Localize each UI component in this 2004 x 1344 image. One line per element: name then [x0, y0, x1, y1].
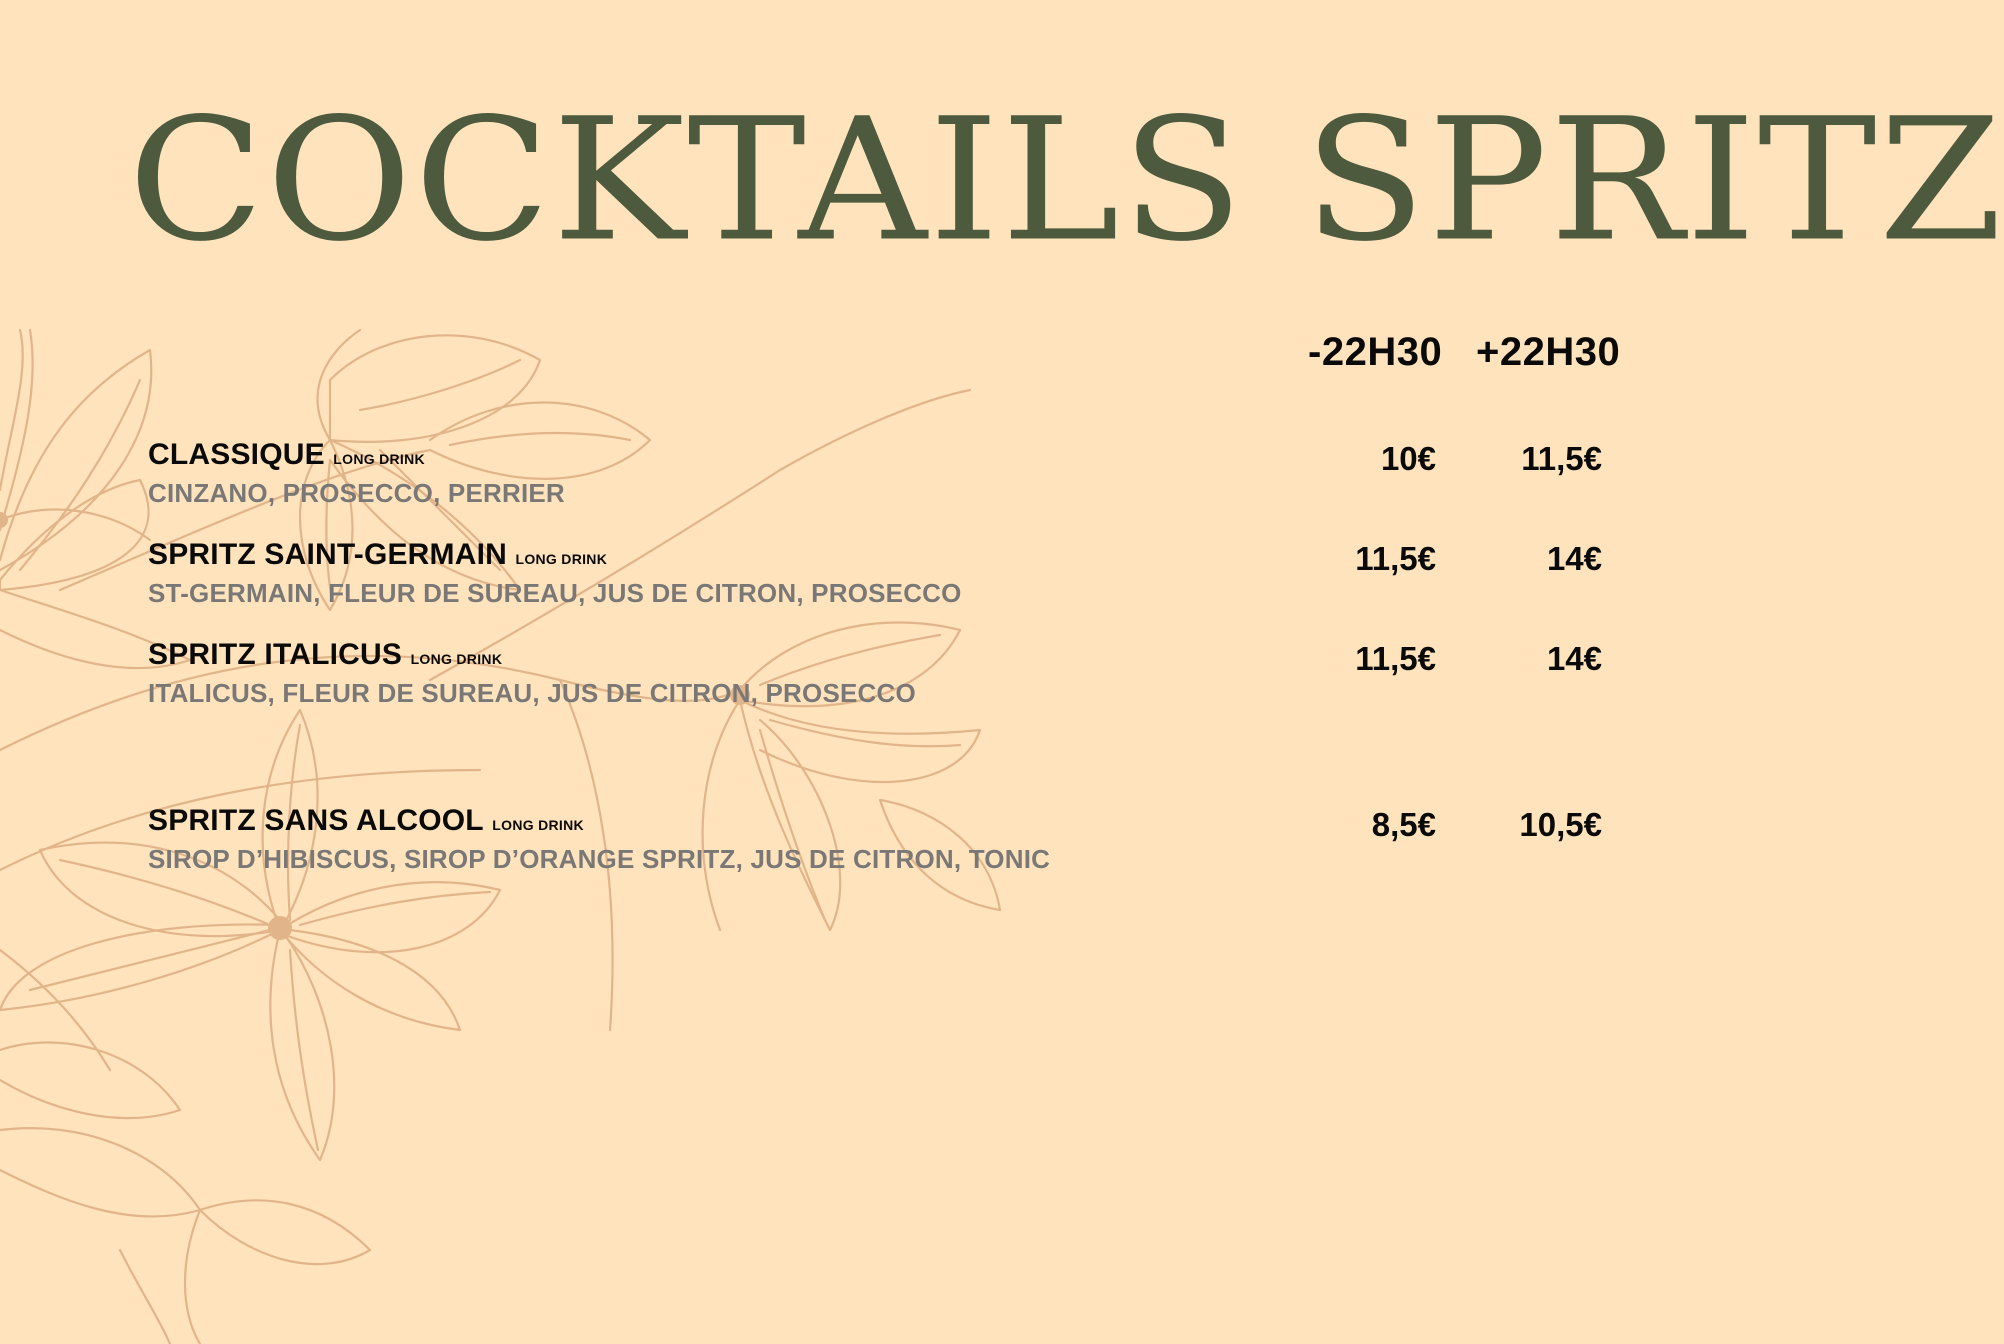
menu-item	[148, 440, 1248, 509]
item-price-after: 11,5€	[1521, 440, 1602, 477]
item-price-after: 14€	[1546, 540, 1602, 577]
item-price-after: 14€	[1546, 640, 1602, 677]
item-description: ST-GERMAIN, FLEUR DE SUREAU, JUS DE CITRON, PROSECCO	[148, 578, 962, 608]
item-tag: LONG DRINK	[492, 817, 584, 833]
item-name: CLASSIQUE	[148, 438, 325, 471]
item-tag: LONG DRINK	[515, 551, 608, 567]
column-header-after-2230: +22H30	[1476, 330, 1621, 374]
item-name: SPRITZ ITALICUS	[148, 638, 403, 671]
menu-item	[148, 540, 1248, 609]
item-name: SPRITZ SANS ALCOOL	[148, 804, 484, 837]
column-header-before-2230: -22H30	[1308, 330, 1443, 374]
item-price-after: 10,5€	[1519, 806, 1602, 843]
item-price-before: 11,5€	[1355, 540, 1436, 577]
item-tag: LONG DRINK	[333, 451, 425, 467]
item-description: CINZANO, PROSECCO, PERRIER	[148, 478, 565, 508]
menu-item	[148, 640, 1248, 709]
menu-item	[148, 806, 1248, 875]
item-price-before: 11,5€	[1355, 640, 1436, 677]
page-title: COCKTAILS SPRITZ	[128, 81, 2004, 279]
item-description: ITALICUS, FLEUR DE SUREAU, JUS DE CITRON, PROSECCO	[148, 678, 916, 708]
item-tag: LONG DRINK	[410, 651, 503, 667]
item-description: SIROP D’HIBISCUS, SIROP D’ORANGE SPRITZ, JUS DE CITRON, TONIC	[148, 844, 1051, 874]
item-price-before: 10€	[1380, 440, 1436, 477]
item-price-before: 8,5€	[1371, 806, 1436, 843]
item-name: SPRITZ SAINT-GERMAIN	[148, 538, 508, 571]
